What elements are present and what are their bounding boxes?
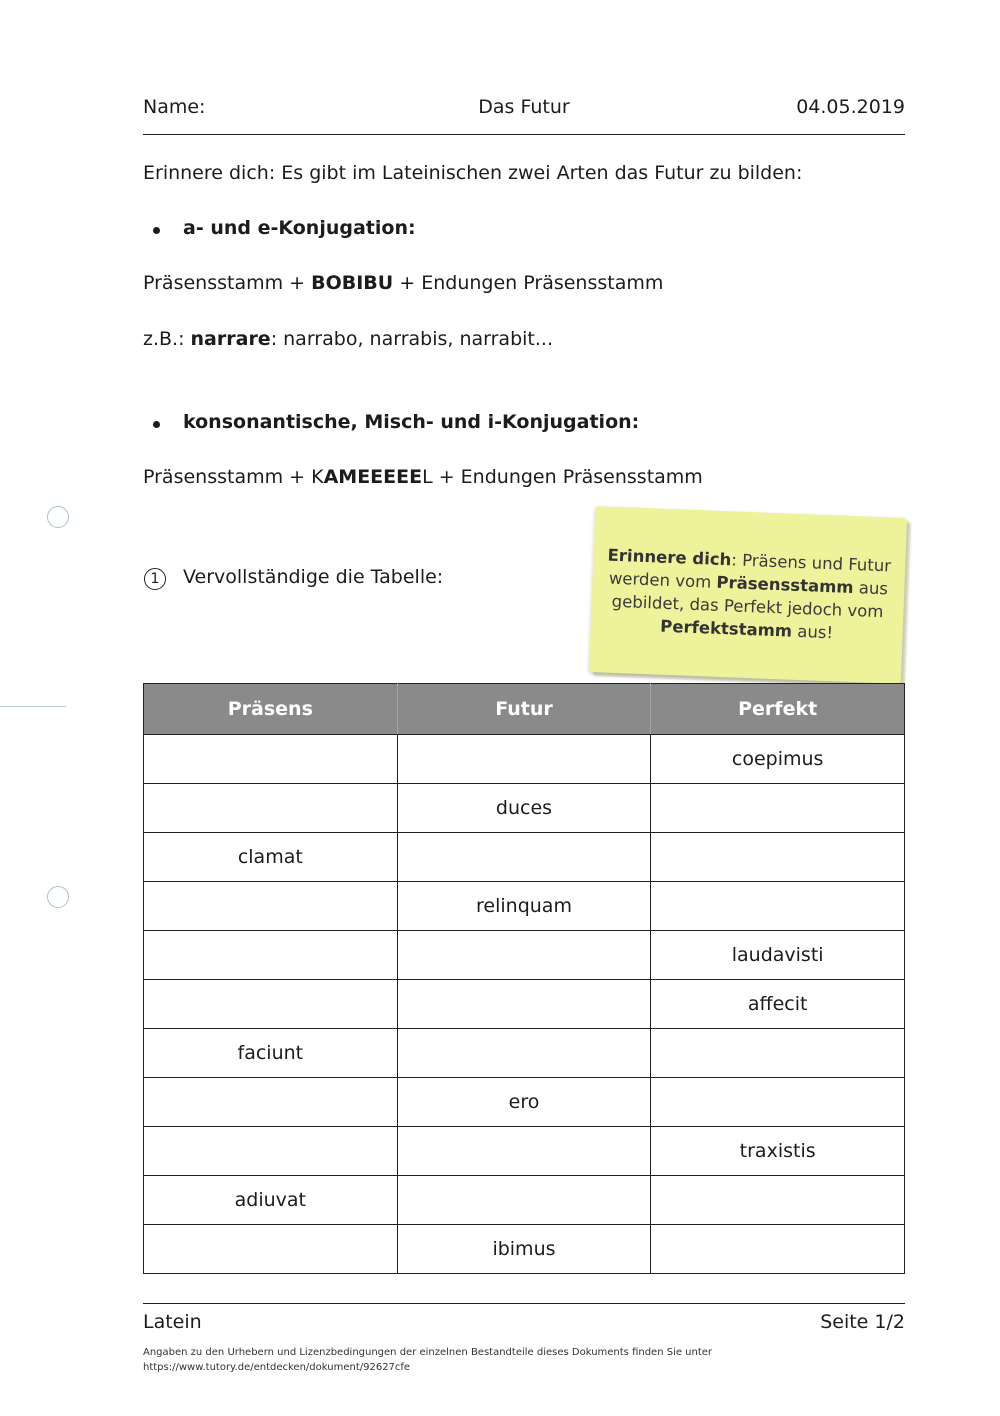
- note-bold: Erinnere dich: [607, 545, 732, 570]
- note-bold: Perfektstamm: [659, 616, 793, 641]
- example-prefix: z.B.:: [143, 328, 191, 350]
- fold-mark: [0, 706, 66, 707]
- example-verb: narrare: [190, 328, 271, 350]
- page-header: [143, 96, 905, 126]
- table-cell[interactable]: [144, 784, 398, 833]
- table-row: [144, 1078, 905, 1127]
- footer-page-number: Seite 1/2: [820, 1311, 905, 1333]
- reminder-note-text: [604, 544, 892, 647]
- column-header-futur: Futur: [397, 684, 651, 735]
- example-forms: : narrabo, narrabis, narrabit...: [270, 328, 553, 350]
- table-header-row: [144, 684, 905, 735]
- formula-bold: BOBIBU: [311, 272, 394, 294]
- table-cell[interactable]: [651, 1029, 905, 1078]
- table-row: [144, 833, 905, 882]
- table-cell[interactable]: [397, 833, 651, 882]
- table-row: [144, 931, 905, 980]
- reminder-note: [589, 506, 907, 684]
- task-number-badge: 1: [144, 568, 166, 590]
- punch-hole-top: [47, 506, 69, 528]
- table-row: [144, 1127, 905, 1176]
- table-cell[interactable]: relinquam: [397, 882, 651, 931]
- credits-text: Angaben zu den Urhebern und Lizenzbedingungen der einzelnen Bestandteile dieses Dokuments finden Sie unter: [143, 1347, 713, 1358]
- punch-hole-bottom: [47, 886, 69, 908]
- table-cell[interactable]: [651, 882, 905, 931]
- table-row: [144, 735, 905, 784]
- note-text: aus gebildet, das Perfekt jedoch vom: [611, 578, 889, 622]
- table-row: [144, 882, 905, 931]
- note-bold: Präsensstamm: [716, 572, 854, 598]
- table-cell[interactable]: laudavisti: [651, 931, 905, 980]
- table-row: [144, 1225, 905, 1274]
- table-cell[interactable]: [651, 1176, 905, 1225]
- table-cell[interactable]: [144, 931, 398, 980]
- column-header-perfekt: Perfekt: [651, 684, 905, 735]
- table-row: [144, 1029, 905, 1078]
- formula-bold: AMEEEEE: [323, 466, 423, 488]
- table-row: [144, 980, 905, 1029]
- table-cell[interactable]: [397, 1127, 651, 1176]
- table-cell[interactable]: [397, 931, 651, 980]
- footer-subject: Latein: [143, 1311, 202, 1333]
- name-label: Name:: [143, 96, 206, 118]
- section-b-formula: [143, 466, 703, 488]
- license-credits: [143, 1345, 712, 1375]
- formula-text: L + Endungen Präsensstamm: [422, 466, 703, 488]
- bullet-dot: [153, 421, 160, 428]
- table-cell[interactable]: [144, 980, 398, 1029]
- table-row: [144, 1176, 905, 1225]
- table-cell[interactable]: [651, 1225, 905, 1274]
- formula-text: + Endungen Präsensstamm: [393, 272, 664, 294]
- column-header-praesens: Präsens: [144, 684, 398, 735]
- table-cell[interactable]: faciunt: [144, 1029, 398, 1078]
- table-cell[interactable]: clamat: [144, 833, 398, 882]
- table-cell[interactable]: coepimus: [651, 735, 905, 784]
- table-cell[interactable]: [397, 1029, 651, 1078]
- note-text: aus!: [791, 621, 834, 643]
- table-cell[interactable]: [144, 735, 398, 784]
- bullet-dot: [153, 227, 160, 234]
- header-date: 04.05.2019: [796, 96, 905, 118]
- table-cell[interactable]: [397, 1176, 651, 1225]
- table-cell[interactable]: ibimus: [397, 1225, 651, 1274]
- table-cell[interactable]: [144, 882, 398, 931]
- formula-text: Präsensstamm +: [143, 272, 312, 294]
- section-a-example: [143, 328, 553, 350]
- table-cell[interactable]: [144, 1225, 398, 1274]
- conjugation-table: [143, 683, 905, 1274]
- note-text: : Präsens und Futur werden vom: [608, 550, 892, 592]
- table-cell[interactable]: [651, 833, 905, 882]
- section-a-heading: a- und e-Konjugation:: [183, 217, 416, 239]
- header-rule: [143, 134, 905, 135]
- formula-text: Präsensstamm + K: [143, 466, 324, 488]
- page-footer: [143, 1311, 905, 1339]
- table-cell[interactable]: affecit: [651, 980, 905, 1029]
- credits-link[interactable]: https://www.tutory.de/entdecken/dokument/92627cfe: [143, 1362, 411, 1373]
- task-instruction: Vervollständige die Tabelle:: [183, 566, 444, 588]
- section-b-heading: konsonantische, Misch- und i-Konjugation:: [183, 411, 640, 433]
- table-cell[interactable]: [397, 980, 651, 1029]
- table-cell[interactable]: [397, 735, 651, 784]
- table-cell[interactable]: traxistis: [651, 1127, 905, 1176]
- table-cell[interactable]: [144, 1078, 398, 1127]
- table-cell[interactable]: duces: [397, 784, 651, 833]
- footer-rule: [143, 1303, 905, 1304]
- table-cell[interactable]: ero: [397, 1078, 651, 1127]
- table-cell[interactable]: [651, 784, 905, 833]
- table-row: [144, 784, 905, 833]
- section-a-formula: [143, 272, 663, 294]
- intro-text: Erinnere dich: Es gibt im Lateinischen zwei Arten das Futur zu bilden:: [143, 162, 803, 184]
- page-title: Das Futur: [478, 96, 570, 118]
- table-cell[interactable]: adiuvat: [144, 1176, 398, 1225]
- table-cell[interactable]: [144, 1127, 398, 1176]
- table-cell[interactable]: [651, 1078, 905, 1127]
